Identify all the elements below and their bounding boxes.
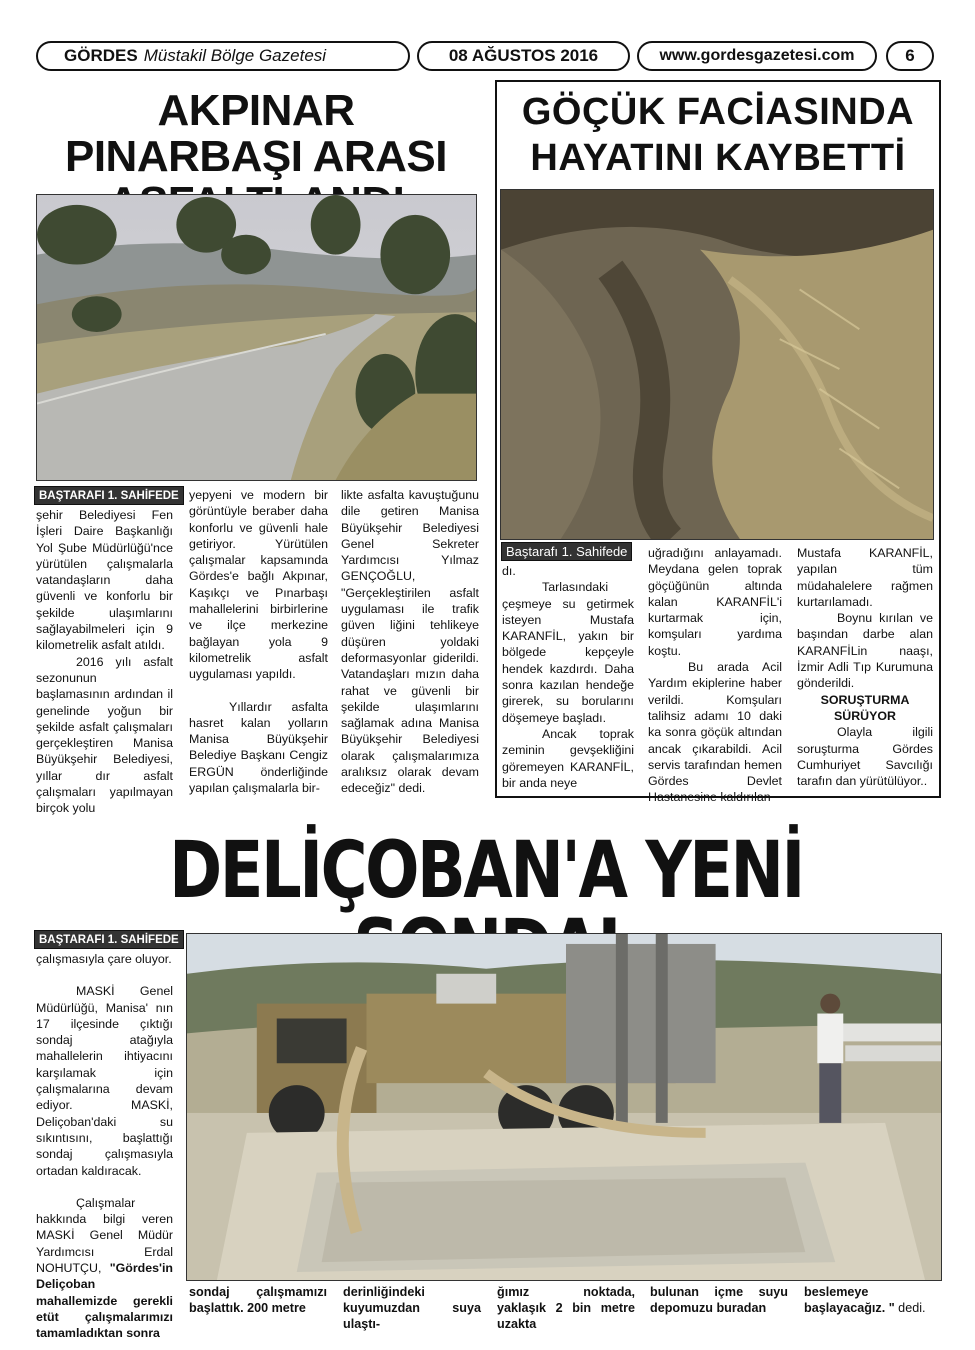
drill-side-text-1: çalışmasıyla çare oluyor. — [36, 952, 172, 966]
road-column-2 — [189, 487, 328, 796]
collapse-col3-text: Mustafa KARANFİL, yapılan tüm müdahalelere rağmen kurtarılamadı. — [797, 546, 933, 609]
continued-tag-road: BAŞTARAFI 1. SAHİFEDE — [34, 486, 184, 505]
road-column-1 — [36, 507, 173, 817]
collapse-col3-text-3: Olayla ilgili soruşturma Gördes Cumhuriyet Savcılığı tarafın dan yürütülüyor.. — [797, 725, 933, 789]
continued-tag-collapse: Baştarafı 1. Sahifede — [501, 542, 632, 561]
drill-side-text-3 — [36, 1195, 173, 1342]
collapse-col2-text: uğradığını anlayamadı. Meydana gelen toprak göçüğünün altında kalan KARANFİL'i kurtarmak için, komşuları yardıma koştu. — [648, 546, 782, 658]
collapse-col3-text-2: Boynu kırılan ve başından darbe alan KARANFİLin naaşı, İzmir Adli Tıp Kurumuna gönderildi. — [797, 611, 933, 691]
headline-collapse-line-1: GÖÇÜK FACİASINDA — [521, 91, 915, 133]
collapse-col1-start: dı. — [502, 564, 516, 578]
headline-drill: DELİÇOBAN'A YENİ — [169, 826, 803, 916]
drill-side-text-3-plain: Çalışmalar hakkında bilgi veren MASKİ Genel Müdür Yardımcısı Erdal NOHUTÇU, — [36, 1195, 173, 1276]
drill-bottom-text-5-bold: beslemeye başlayacağız. " — [804, 1285, 895, 1315]
headline-collapse-line-2: HAYATINI KAYBETTİ — [530, 136, 906, 179]
website-link[interactable]: www.gordesgazetesi.com — [637, 41, 877, 71]
collapse-col2-text-2: Bu arada Acil Yardım ekiplerine haber verildi. Komşuları talihsiz adamı 10 daki ka sonra göçük altından ancak çıkarabildi. Acil servis tarafından hemen Gördes Devlet Hastanesine kaldırılan — [648, 660, 782, 805]
road-col3-text: likte asfalta kavuştuğunu dile getiren Manisa Büyükşehir Belediyesi Genel Sekreter Yardımcısı Yılmaz GENÇOĞLU, "Gerçekleştirilen asfalt uygulaması ile trafik güven liğini tehlikeye düşüren yoldaki deformasyonlar giderildi. Vatandaşları mızın daha rahat ve güvenli bir şekilde ulaşımlarını sağlamak adına Manisa Büyükşehir Belediyesi olarak çalışmalarımıza aralıksız olarak devam edeceğiz" dedi. — [341, 488, 479, 796]
drilling-truck-photo — [186, 933, 942, 1281]
road-column-3 — [341, 487, 479, 797]
road-col2-text: yepyeni ve modern bir görüntüyle beraber daha konforlu ve güvenli hale getiriyor. Yürütülen çalışmalar kapsamında Gördes'e bağlı Akpınar, Kaşıkçı ve Pınarbaşı mahallelerini birbirlerine ve ilçe merkezine bağlayan yola 9 kilometrelik asfalt uygulaması yapıldı. — [189, 488, 328, 682]
headline-road: AKPINAR PINARBAŞI ARASI — [64, 86, 447, 182]
collapse-subhead: SORUŞTURMA SÜRÜYOR — [820, 692, 910, 723]
drill-bottom-text-5-plain: dedi. — [894, 1301, 926, 1315]
drill-side-column — [36, 951, 173, 1342]
drill-bottom-text-5 — [804, 1284, 942, 1316]
drill-side-text-2: MASKİ Genel Müdürlüğü, Manisa' nın 17 ilçesinde çıktığı sondaj atağıyla mahallelerin ihtiyacını karşılamak için çalışmalarına devam ediyor. MASKİ, Deliçoban'daki su sıkıntısını, başlattığı sondaj çalışmasıyla ortadan kaldıracak. — [36, 984, 173, 1178]
paper-name: GÖRDES — [64, 46, 138, 65]
drill-bottom-text-1: sondaj çalışmamızı başlattık. 200 metre — [189, 1285, 327, 1315]
drill-side-text-3-bold: "Gördes'in Deliçoban mahallemizde gerekli etüt çalışmalarımızı tamamladıktan sonra — [36, 1261, 173, 1341]
collapse-column-3 — [797, 545, 933, 789]
collapse-col1-text: Tarlasındaki çeşmeye su getirmek isteyen Mustafa KARANFİL, yakın bir bölgede kepçeyle hendek kazdırdı. Daha sonra kazılan hendeğe girerek, su borularını döşemeye başladı. — [502, 580, 634, 725]
collapse-col1-text-2: Ancak toprak zeminin gevşekliğini göremeyen KARANFİL, bir anda neye — [502, 726, 634, 790]
paper-subtitle: Müstakil Bölge Gazetesi — [143, 46, 327, 65]
road-col1-text-2: 2016 yılı asfalt sezonunun başlamasının ardından il genelinde yoğun bir şekilde asfalt çalışmaları gerçekleştiren Manisa Büyükşehir Belediyesi, yıllar dır asfalt çalışmaları yapılmayan birçok yolu — [36, 654, 173, 816]
masthead-paper-name — [36, 41, 410, 71]
collapse-column-1 — [502, 563, 634, 791]
drill-bottom-text-4: bulunan içme suyu depomuzu buradan — [650, 1285, 788, 1315]
drill-bottom-text-2: derinliğindeki kuyumuzdan suya ulaştı- — [343, 1285, 481, 1331]
collapse-column-2 — [648, 545, 782, 806]
headline-collapse — [500, 90, 936, 181]
road-col1-text: şehir Belediyesi Fen İşleri Daire Başkanlığı Yol Şube Müdürlüğü'nce yürütülen çalışmalarla vatandaşların daha güvenli ve konforlu bir şekilde ulaşımlarını sağlayabilmeleri için 9 kilometrelik asfalt atıldı. — [36, 508, 173, 653]
road-photo — [36, 194, 477, 481]
collapse-pit-photo — [500, 189, 934, 540]
page-number: 6 — [886, 41, 934, 71]
issue-date: 08 AĞUSTOS 2016 — [417, 41, 630, 71]
drill-bottom-text-3: ğımız noktada, yaklaşık 2 bin metre uzakta — [497, 1285, 635, 1331]
continued-tag-drill: BAŞTARAFI 1. SAHİFEDE — [34, 930, 184, 949]
road-col2-text-2: Yıllardır asfalta hasret kalan yolların Manisa Büyükşehir Belediye Başkanı Cengiz ERGÜN önderliğinde yapılan çalışmalarla bir- — [189, 699, 328, 796]
